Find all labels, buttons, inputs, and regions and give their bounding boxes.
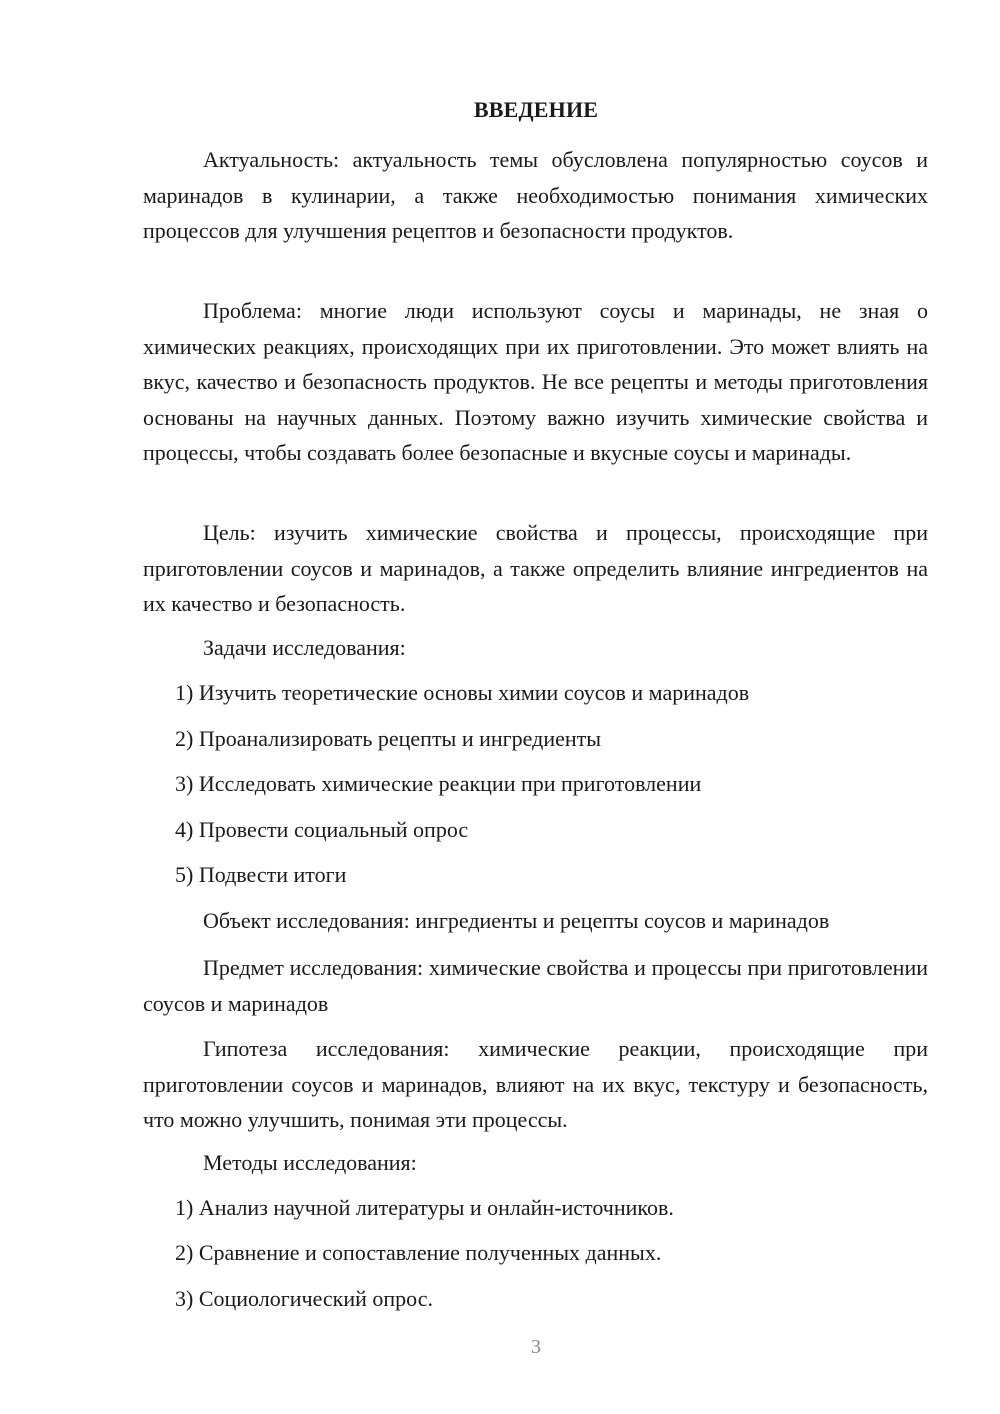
task-item-2: 2) Проанализировать рецепты и ингредиенты bbox=[175, 726, 602, 751]
task-item-5: 5) Подвести итоги bbox=[175, 862, 347, 887]
methods-heading: Методы исследования: bbox=[203, 1150, 417, 1175]
method-item-3: 3) Социологический опрос. bbox=[175, 1286, 433, 1311]
task-item-3: 3) Исследовать химические реакции при приготовлении bbox=[175, 771, 702, 796]
page-title: ВВЕДЕНИЕ bbox=[473, 97, 599, 122]
hypothesis-paragraph: Гипотеза исследования: химические реакции, происходящие при приготовлении соусов и маринадов, влияют на их вкус, текстуру и безопасность, что можно улучшить, понимая эти процессы. bbox=[143, 1036, 928, 1132]
object-paragraph: Объект исследования: ингредиенты и рецепты соусов и маринадов bbox=[203, 908, 830, 933]
problem-paragraph: Проблема: многие люди используют соусы и маринады, не зная о химических реакциях, происходящих при их приготовлении. Это может влиять на вкус, качество и безопасность продуктов. Не все рецепты и методы приготовления основаны на научных данных. Поэтому важно изучить химические свойства и процессы, чтобы создавать более безопасные и вкусные соусы и маринады. bbox=[143, 298, 928, 465]
task-item-1: 1) Изучить теоретические основы химии соусов и маринадов bbox=[175, 680, 750, 705]
relevance-paragraph: Актуальность: актуальность темы обусловлена популярностью соусов и маринадов в кулинарии, а также необходимостью понимания химических процессов для улучшения рецептов и безопасности продуктов. bbox=[143, 147, 928, 243]
subject-paragraph: Предмет исследования: химические свойства и процессы при приготовлении соусов и маринадов bbox=[143, 955, 928, 1016]
page-number: 3 bbox=[531, 1336, 541, 1358]
method-item-1: 1) Анализ научной литературы и онлайн-источников. bbox=[175, 1195, 674, 1220]
task-item-4: 4) Провести социальный опрос bbox=[175, 817, 469, 842]
method-item-2: 2) Сравнение и сопоставление полученных данных. bbox=[175, 1240, 662, 1265]
tasks-heading: Задачи исследования: bbox=[203, 635, 406, 660]
goal-paragraph: Цель: изучить химические свойства и процессы, происходящие при приготовлении соусов и маринадов, а также определить влияние ингредиентов на их качество и безопасность. bbox=[143, 520, 928, 616]
